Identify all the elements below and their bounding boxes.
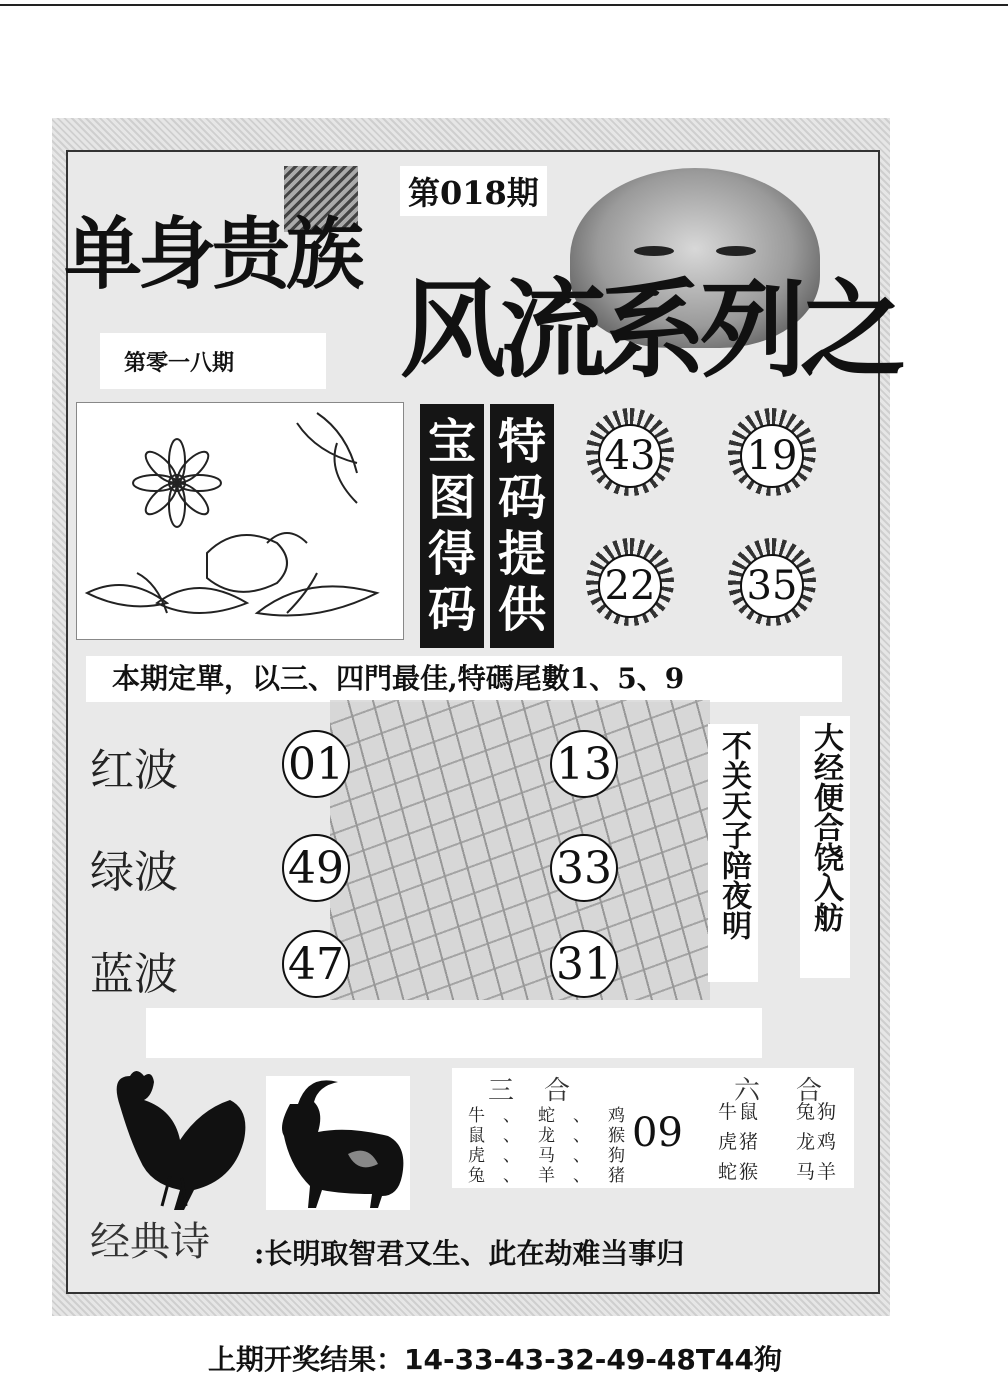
special-number-ball: 19 [740, 424, 804, 488]
wave-number-ball: 01 [282, 730, 350, 798]
flower-illustration [76, 402, 404, 640]
three-he-row: 鼠、龙、猴 [468, 1126, 643, 1146]
six-he-cell: 兔狗 [796, 1101, 839, 1123]
banner-char: 码 [497, 470, 546, 526]
six-he-cell: 蛇猴 [718, 1161, 761, 1183]
six-he-cell: 马羊 [796, 1161, 839, 1183]
zodiac-center-number: 09 [632, 1110, 683, 1156]
wave-number-ball: 31 [550, 930, 618, 998]
six-he-title: 六合 [734, 1076, 859, 1106]
issue-cn: 第零一八期 [124, 351, 235, 376]
last-result: 上期开奖结果：14-33-43-32-49-48T44狗 [208, 1343, 782, 1376]
six-he-cell: 牛鼠 [718, 1101, 761, 1123]
special-number-ball: 35 [740, 554, 804, 618]
notice-line: 本期定單，以三、四門最佳,特碼尾數1、5、9 [86, 656, 842, 702]
banner-char: 图 [427, 470, 476, 526]
banner-char: 供 [497, 582, 546, 638]
wave-label-red: 红波 [90, 745, 178, 796]
banner-col-2 [490, 404, 554, 648]
wave-number-ball: 13 [550, 730, 618, 798]
vertical-phrase-left [708, 724, 758, 982]
wave-label-blue: 蓝波 [90, 949, 178, 1000]
goat-icon [268, 1074, 412, 1210]
special-number-ball: 43 [598, 424, 662, 488]
main-title: 风流系列之 [400, 267, 900, 392]
poem-label: 经典诗 [90, 1219, 210, 1265]
blank-band [146, 1008, 762, 1058]
flower-drawing [77, 403, 403, 639]
wave-label-green: 绿波 [90, 847, 178, 898]
three-he-row: 虎、马、狗 [468, 1146, 643, 1166]
vertical-phrase-right [800, 716, 850, 978]
banner-char: 宝 [427, 414, 476, 470]
top-divider [0, 4, 1008, 6]
three-he-row: 牛、蛇、鸡 [468, 1106, 643, 1126]
series-title: 单身贵族 [64, 209, 361, 300]
three-he-row: 兔、羊、猪 [468, 1166, 643, 1186]
three-he-title: 三合 [488, 1076, 601, 1106]
vertical-phrase-right-text: 大经便合饶入舫 [808, 722, 843, 932]
banner-col-1 [420, 404, 484, 648]
wave-number-ball: 47 [282, 930, 350, 998]
issue-number: 第018期 [400, 166, 547, 216]
banner-char: 提 [497, 526, 546, 582]
banner-char: 得 [427, 526, 476, 582]
special-number-ball: 22 [598, 554, 662, 618]
vertical-phrase-left-text: 不关天子陪夜明 [716, 730, 751, 940]
net-illustration [330, 700, 710, 1000]
banner-char: 码 [427, 582, 476, 638]
six-he-cell: 虎猪 [718, 1131, 761, 1153]
wave-number-ball: 33 [550, 834, 618, 902]
wave-number-ball: 49 [282, 834, 350, 902]
rooster-icon [100, 1066, 264, 1214]
banner-char: 特 [497, 414, 546, 470]
six-he-cell: 龙鸡 [796, 1131, 839, 1153]
poem-text: :长明取智君又生、此在劫难当事归 [254, 1237, 685, 1270]
